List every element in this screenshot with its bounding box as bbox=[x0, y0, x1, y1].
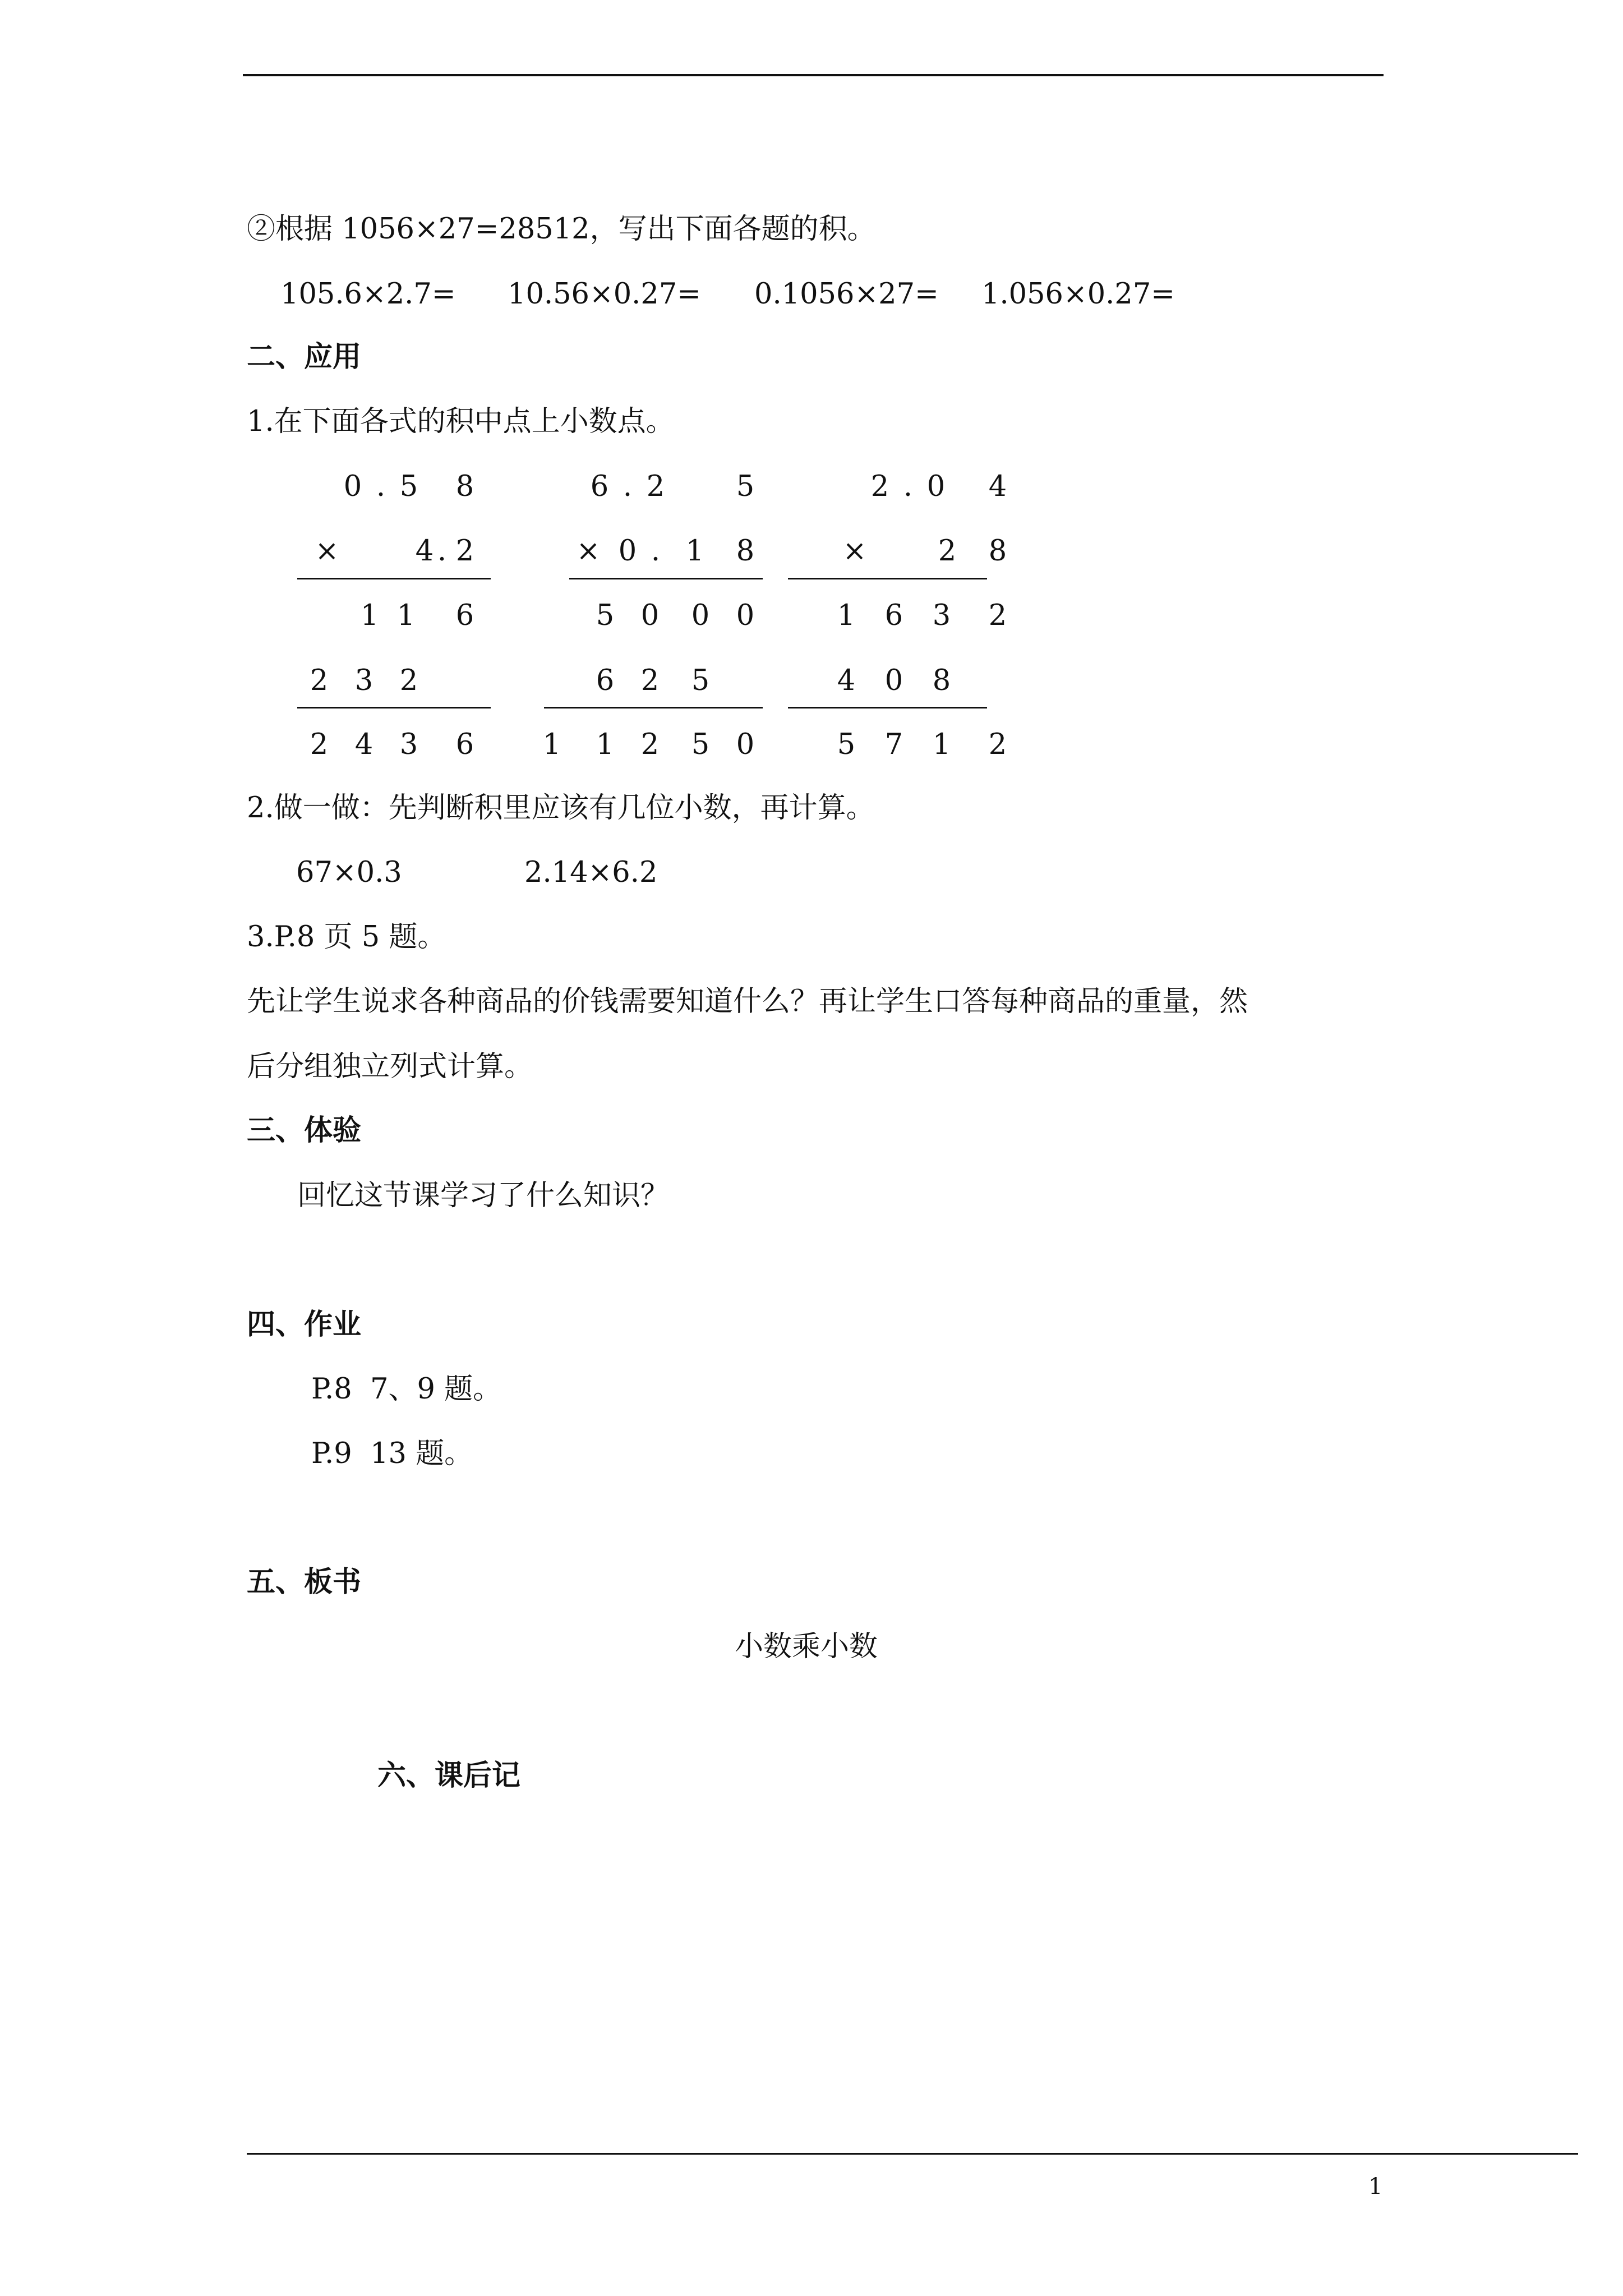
calc1-partial-digit: 1 bbox=[396, 599, 416, 632]
review-item-2: 10.56×0.27= bbox=[508, 278, 702, 311]
calc3-top-digit: . bbox=[903, 470, 913, 503]
calc2-multiplier-digit: 0 bbox=[618, 535, 637, 568]
calc1-top-digit: 8 bbox=[455, 470, 474, 503]
calc3-top-digit: 4 bbox=[988, 470, 1007, 503]
calc1-times-sign: × bbox=[315, 535, 339, 568]
calc1-multiplier-digit: . bbox=[437, 535, 447, 568]
footer-rule bbox=[247, 2153, 1578, 2155]
page-number: 1 bbox=[1368, 2174, 1383, 2200]
calc3-partial-digit: 8 bbox=[932, 664, 951, 697]
calc2-partial-digit: 6 bbox=[596, 664, 615, 697]
calc3-partial-digit: 0 bbox=[884, 664, 903, 697]
calc3-partial-digit: 3 bbox=[932, 599, 951, 632]
calc3-times-sign: × bbox=[842, 535, 867, 568]
section5-heading: 五、板书 bbox=[247, 1565, 362, 1599]
calc2-partial-digit: 0 bbox=[736, 599, 755, 632]
calc1-multiplier-digit: 2 bbox=[455, 535, 474, 568]
calc3-result-digit: 7 bbox=[884, 728, 903, 761]
calc2-result-digit: 1 bbox=[596, 728, 615, 761]
board-title: 小数乘小数 bbox=[735, 1630, 878, 1663]
calc2-partial-digit: 2 bbox=[640, 664, 660, 697]
calc2-multiplier-digit: . bbox=[651, 535, 661, 568]
calc2-line-2 bbox=[544, 707, 763, 708]
section3-heading: 三、体验 bbox=[247, 1114, 362, 1147]
calc3-result-digit: 1 bbox=[932, 728, 951, 761]
review-item-4: 1.056×0.27= bbox=[981, 278, 1175, 311]
calc1-top-digit: 0 bbox=[343, 470, 362, 503]
review-item-3: 0.1056×27= bbox=[754, 278, 939, 311]
question-1: 1.在下面各式的积中点上小数点。 bbox=[247, 405, 675, 438]
calc3-multiplier-digit: 2 bbox=[938, 535, 957, 568]
calc1-result-digit: 2 bbox=[310, 728, 329, 761]
calc1-result-digit: 6 bbox=[455, 728, 474, 761]
calc3-line-1 bbox=[788, 578, 987, 579]
question-2-item-2: 2.14×6.2 bbox=[524, 856, 658, 889]
calc2-result-digit: 2 bbox=[640, 728, 660, 761]
calc1-partial-digit: 3 bbox=[354, 664, 374, 697]
calc2-partial-digit: 5 bbox=[691, 664, 710, 697]
calc2-multiplier-digit: 1 bbox=[685, 535, 704, 568]
calc3-partial-digit: 1 bbox=[837, 599, 856, 632]
calc1-line-2 bbox=[297, 707, 491, 708]
section6-heading: 六、课后记 bbox=[377, 1759, 521, 1792]
calc2-partial-digit: 0 bbox=[691, 599, 710, 632]
calc1-partial-digit: 2 bbox=[310, 664, 329, 697]
calc2-times-sign: × bbox=[576, 535, 601, 568]
calc2-partial-digit: 5 bbox=[596, 599, 615, 632]
review-item-1: 105.6×2.7= bbox=[280, 278, 456, 311]
calc2-result-digit: 5 bbox=[691, 728, 710, 761]
question-3-text-line-1: 先让学生说求各种商品的价钱需要知道什么？再让学生口答每种商品的重量，然 bbox=[247, 985, 1248, 1018]
section3-text: 回忆这节课学习了什么知识？ bbox=[297, 1179, 670, 1212]
calc1-top-digit: 5 bbox=[399, 470, 418, 503]
calc2-partial-digit: 0 bbox=[640, 599, 660, 632]
calc3-partial-digit: 4 bbox=[837, 664, 856, 697]
calc2-top-digit: 5 bbox=[736, 470, 755, 503]
calc1-line-1 bbox=[297, 578, 491, 579]
calc3-result-digit: 2 bbox=[988, 728, 1007, 761]
question-3: 3.P.8 页 5 题。 bbox=[247, 921, 446, 954]
calc2-line-1 bbox=[569, 578, 763, 579]
header-rule bbox=[243, 74, 1384, 76]
review-prompt: ②根据 1056×27=28512，写出下面各题的积。 bbox=[247, 213, 876, 246]
calc3-multiplier-digit: 8 bbox=[988, 535, 1007, 568]
calc3-line-2 bbox=[788, 707, 987, 708]
calc2-result-digit: 0 bbox=[736, 728, 755, 761]
question-3-text-line-2: 后分组独立列式计算。 bbox=[247, 1050, 533, 1083]
calc1-partial-digit: 6 bbox=[455, 599, 474, 632]
calc2-top-digit: 6 bbox=[590, 470, 609, 503]
question-2: 2.做一做：先判断积里应该有几位小数，再计算。 bbox=[247, 792, 875, 825]
calc3-top-digit: 2 bbox=[870, 470, 889, 503]
calc1-multiplier-digit: 4 bbox=[415, 535, 434, 568]
calc1-result-digit: 4 bbox=[354, 728, 374, 761]
calc1-top-digit: . bbox=[376, 470, 386, 503]
homework-item-1: P.8 7、9 题。 bbox=[311, 1373, 502, 1406]
section2-heading: 二、应用 bbox=[247, 340, 362, 374]
calc1-result-digit: 3 bbox=[399, 728, 418, 761]
calc1-partial-digit: 1 bbox=[360, 599, 379, 632]
calc2-result-digit: 1 bbox=[542, 728, 561, 761]
question-2-item-1: 67×0.3 bbox=[296, 856, 402, 889]
calc3-top-digit: 0 bbox=[926, 470, 946, 503]
homework-item-2: P.9 13 题。 bbox=[311, 1437, 473, 1470]
calc2-top-digit: . bbox=[623, 470, 633, 503]
calc1-partial-digit: 2 bbox=[399, 664, 418, 697]
calc3-partial-digit: 6 bbox=[884, 599, 903, 632]
calc2-multiplier-digit: 8 bbox=[736, 535, 755, 568]
calc3-result-digit: 5 bbox=[837, 728, 856, 761]
section4-heading: 四、作业 bbox=[247, 1308, 362, 1341]
calc2-top-digit: 2 bbox=[646, 470, 665, 503]
calc3-partial-digit: 2 bbox=[988, 599, 1007, 632]
